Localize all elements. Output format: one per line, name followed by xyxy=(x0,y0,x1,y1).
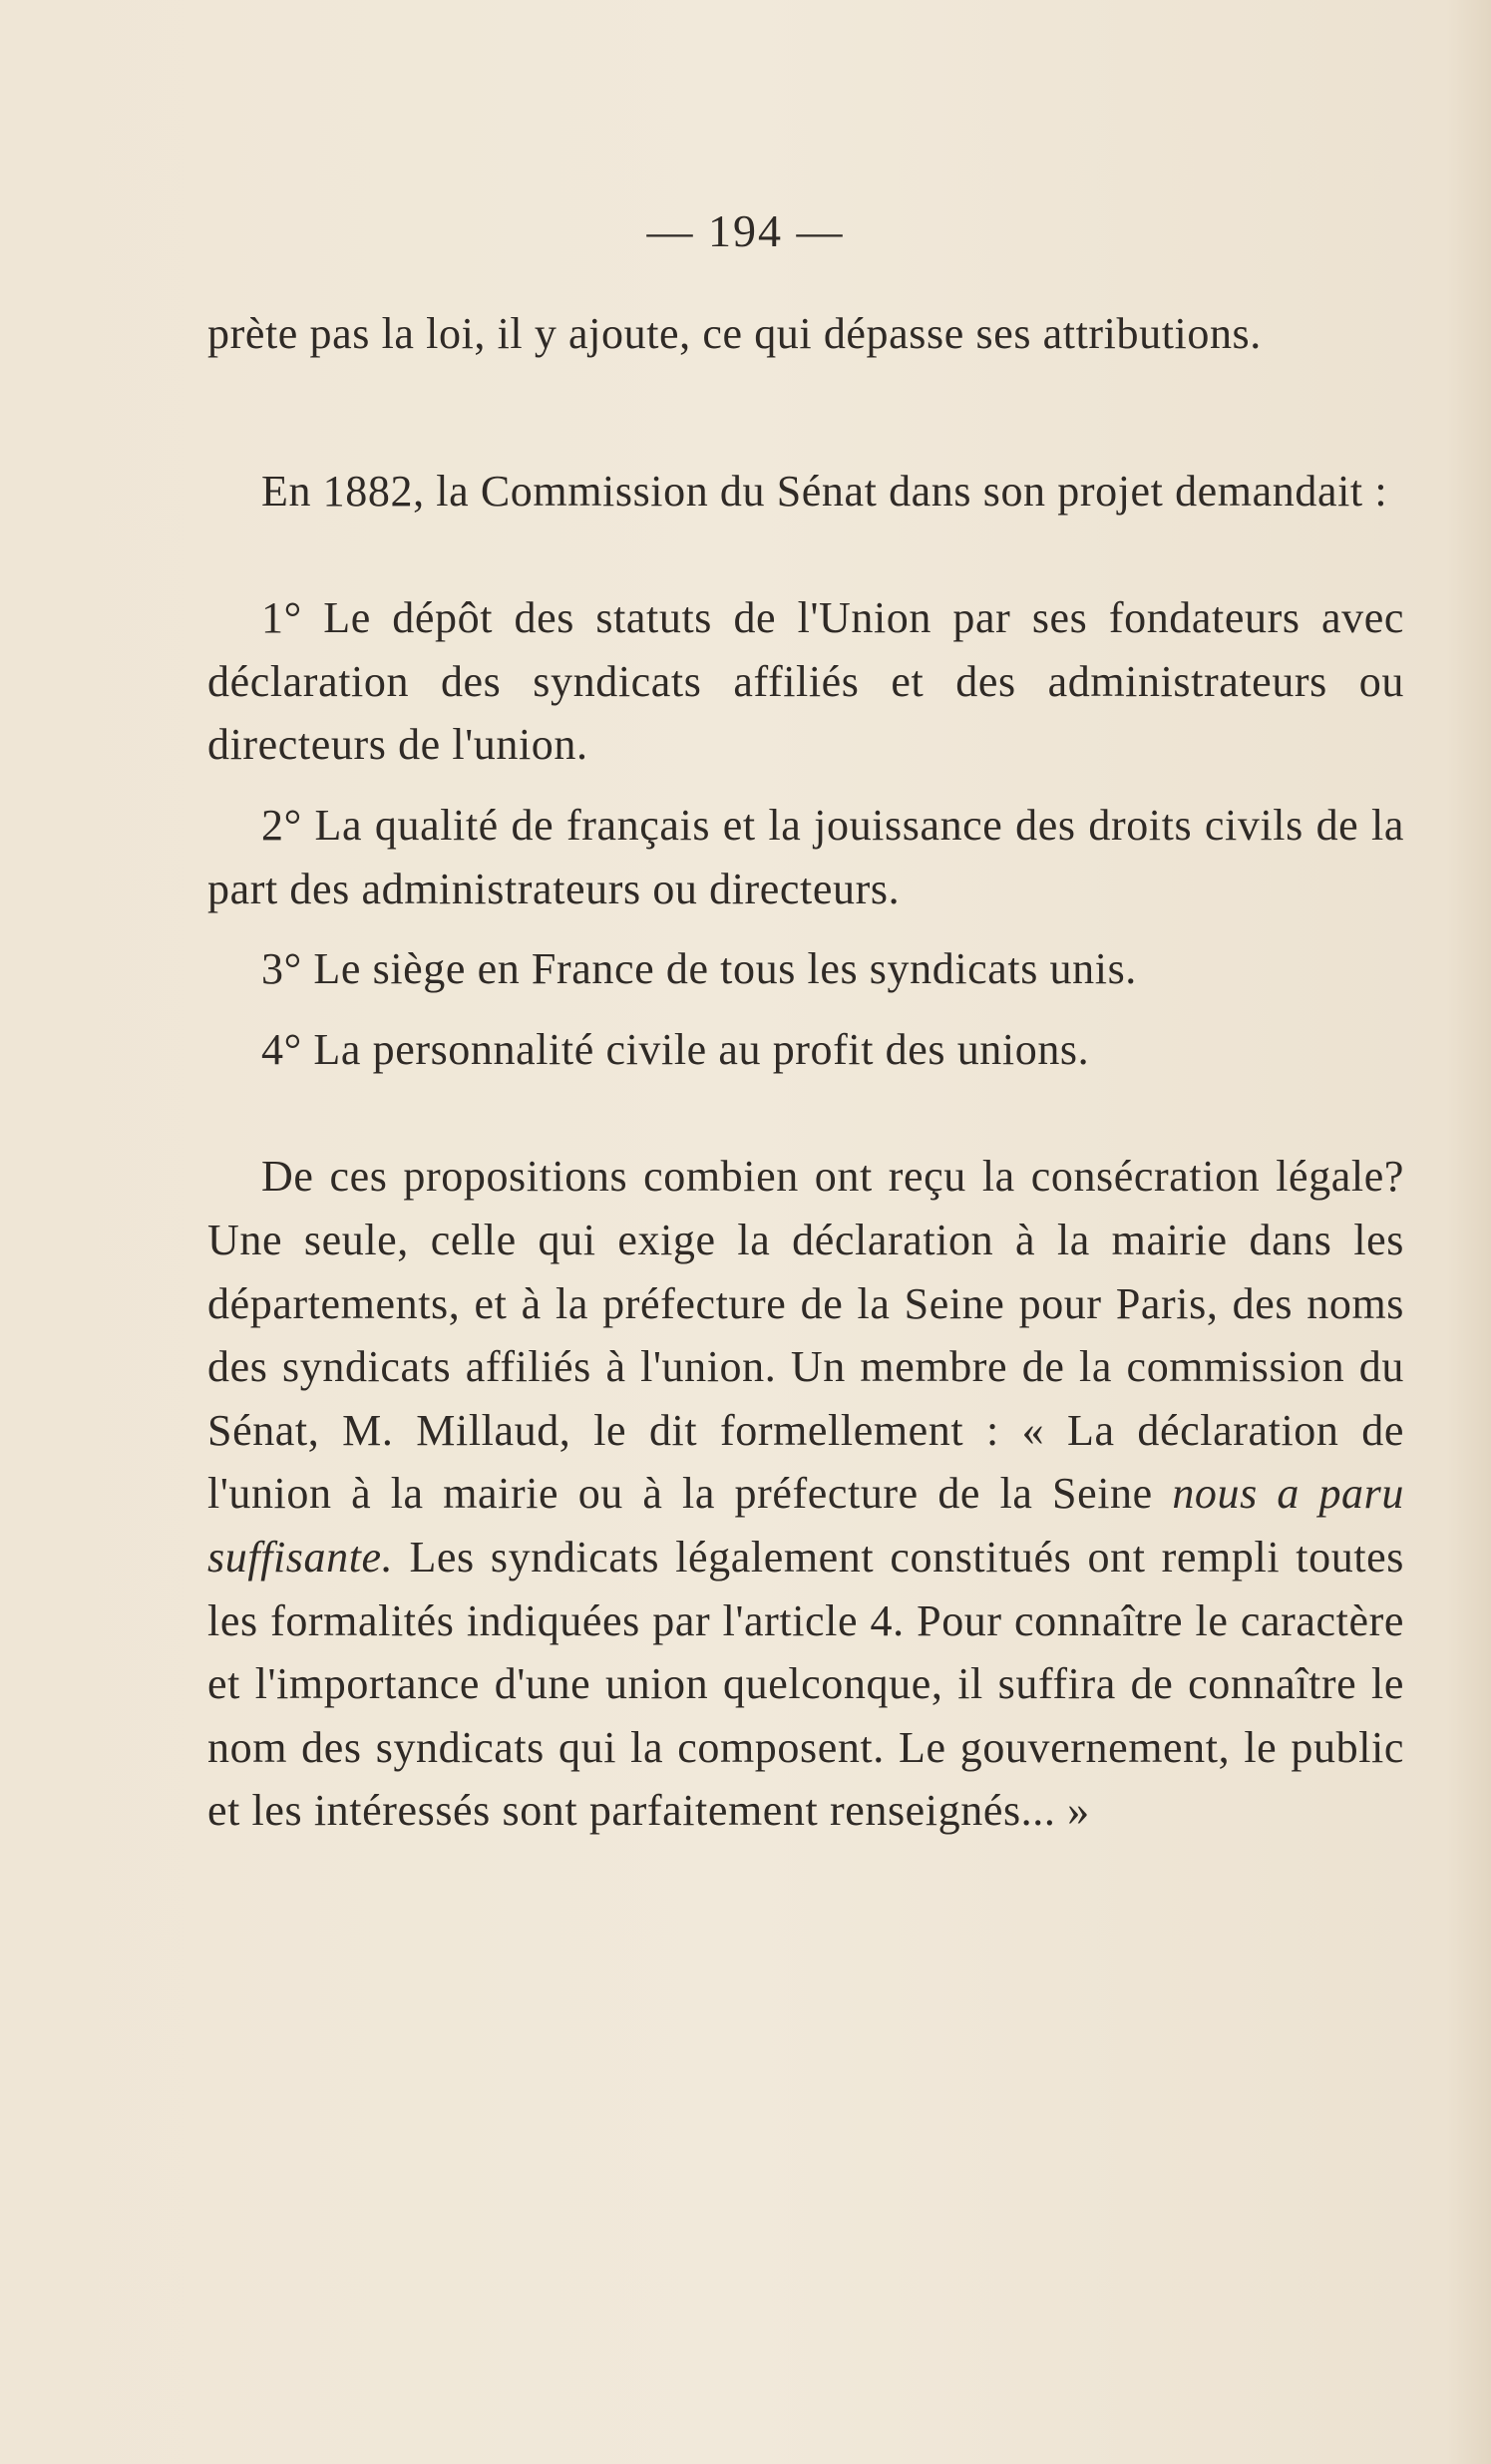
paragraph-main xyxy=(207,1145,1404,1843)
body-text xyxy=(207,302,1404,1843)
paragraph-continuation: prète pas la loi, il y ajoute, ce qui dépasse ses attributions. xyxy=(207,309,1262,358)
page-number: — 194 — xyxy=(646,205,845,256)
list-item-2: 2° La qualité de français et la jouissance des droits civils de la part des administrateurs ou directeurs. xyxy=(207,800,1404,913)
paragraph-main-text-2: Les syndicats légalement constitués ont rempli toutes les formalités indiquées par l'article 4. Pour connaître le caractère et l'importance d'une union quelconque, il suffira de connaître le nom des syndicats qui la composent. Le gouvernement, le public et les intéressés sont parfaitement renseignés... » xyxy=(207,1532,1404,1836)
paragraph-main-text-1: De ces propositions combien ont reçu la consécration légale? Une seule, celle qui exige la déclaration à la mairie dans les départements, et à la préfecture de la Seine pour Paris, des noms des syndicats affiliés à l'union. Un membre de la commission du Sénat, M. Millaud, le dit formellement : « La déclaration de l'union à la mairie ou à la préfecture de la Seine xyxy=(207,1152,1404,1519)
list-item-4: 4° La personnalité civile au profit des unions. xyxy=(261,1024,1090,1074)
italic-quote: nous a paru suffisante. xyxy=(207,1469,1404,1582)
list-item-3: 3° Le siège en France de tous les syndicats unis. xyxy=(261,944,1137,994)
list-item-1: 1° Le dépôt des statuts de l'Union par ses fondateurs avec déclaration des syndicats affiliés et des administrateurs ou directeurs de l'union. xyxy=(207,593,1404,770)
paragraph-intro: En 1882, la Commission du Sénat dans son projet demandait : xyxy=(261,466,1388,516)
